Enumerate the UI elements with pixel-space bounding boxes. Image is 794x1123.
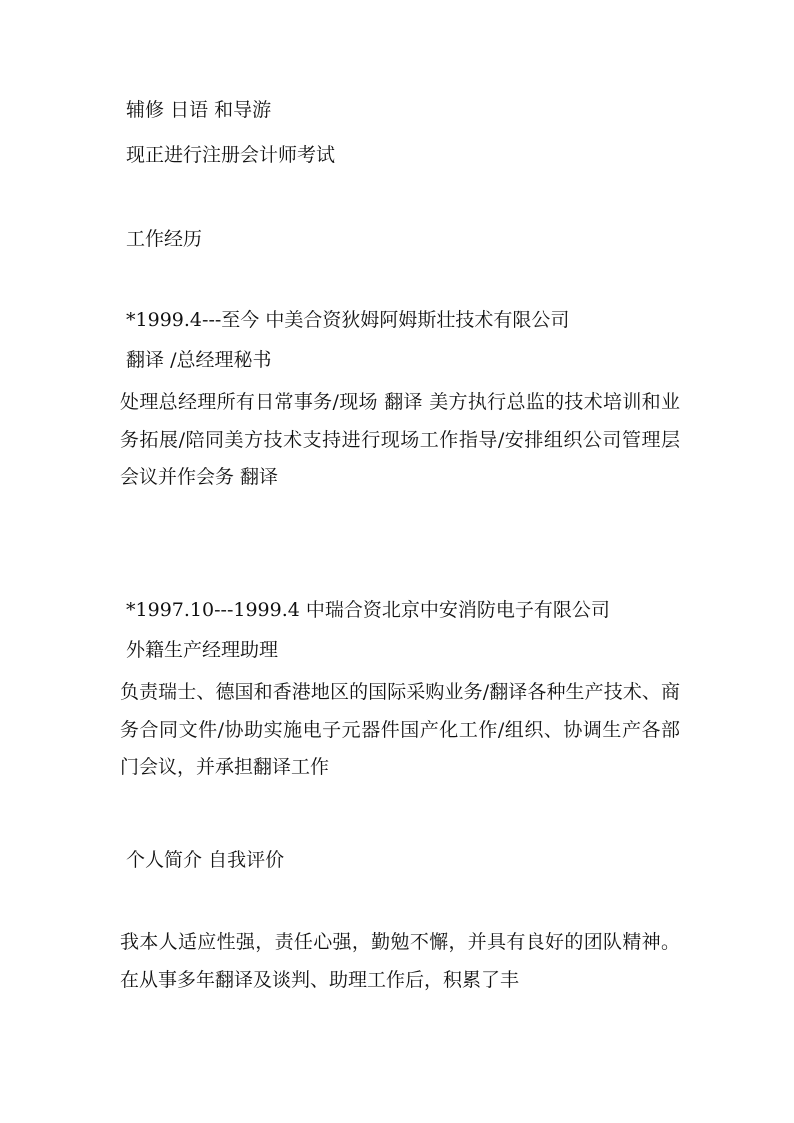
job-1-period-company: *1999.4---至今 中美合资狄姆阿姆斯壮技术有限公司 xyxy=(120,309,570,331)
job-2-position: 外籍生产经理助理 xyxy=(120,639,279,661)
profile-text: 我本人适应性强，责任心强，勤勉不懈，并具有良好的团队精神。在从事多年翻译及谈判、助理工作后，积累了丰 xyxy=(120,931,680,991)
job-2-period-company: *1997.10---1999.4 中瑞合资北京中安消防电子有限公司 xyxy=(120,599,610,621)
education-current: 现正进行注册会计师考试 xyxy=(120,144,336,166)
profile-heading: 个人简介 自我评价 xyxy=(120,849,285,871)
job-1-duties: 处理总经理所有日常事务/现场 翻译 美方执行总监的技术培训和业务拓展/陪同美方技术支持进行现场工作指导/安排组织公司管理层会议并作会务 翻译 xyxy=(120,391,680,488)
education-minor: 辅修 日语 和导游 xyxy=(120,99,272,121)
job-2-duties: 负责瑞士、德国和香港地区的国际采购业务/翻译各种生产技术、商务合同文件/协助实施电子元器件国产化工作/组织、协调生产各部门会议，并承担翻译工作 xyxy=(120,681,680,778)
job-1-position: 翻译 /总经理秘书 xyxy=(120,349,272,371)
work-experience-heading: 工作经历 xyxy=(120,228,203,250)
